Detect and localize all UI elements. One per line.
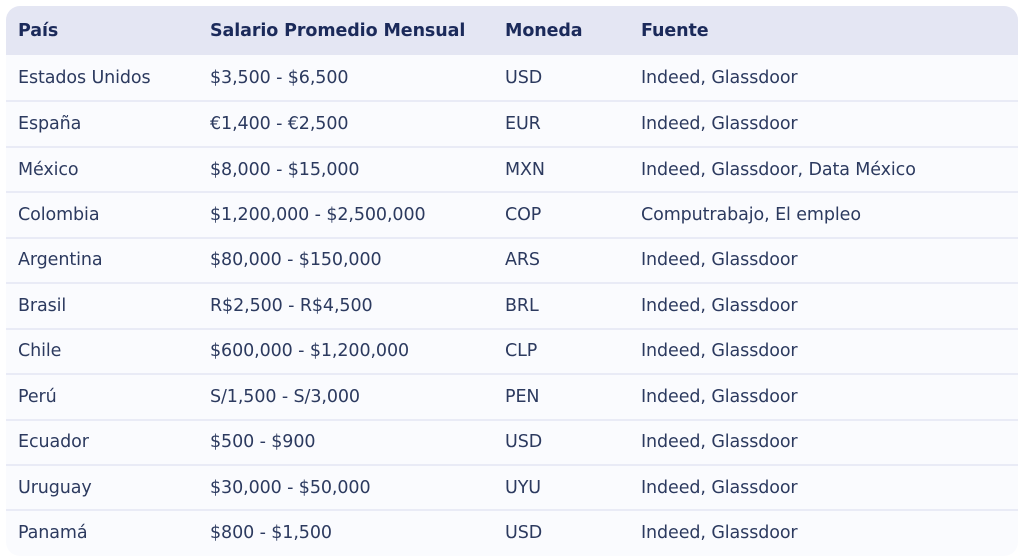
salary-table — [6, 6, 1018, 556]
cell-moneda: ARS — [505, 250, 540, 271]
table-row — [6, 509, 1018, 554]
table-body — [6, 55, 1018, 555]
cell-salario: $1,200,000 - $2,500,000 — [210, 205, 426, 226]
cell-pais: Panamá — [18, 523, 88, 544]
cell-fuente: Indeed, Glassdoor — [641, 250, 798, 271]
cell-fuente: Computrabajo, El empleo — [641, 205, 861, 226]
cell-fuente: Indeed, Glassdoor — [641, 432, 798, 453]
header-salario: Salario Promedio Mensual — [210, 20, 466, 41]
cell-salario: $8,000 - $15,000 — [210, 159, 360, 180]
table-row — [6, 55, 1018, 100]
header-pais: País — [18, 20, 59, 41]
cell-salario: $3,500 - $6,500 — [210, 67, 349, 88]
cell-moneda: MXN — [505, 159, 545, 180]
cell-salario: €1,400 - €2,500 — [210, 114, 349, 135]
cell-pais: Brasil — [18, 295, 67, 316]
table-header-row — [6, 6, 1018, 55]
cell-moneda: BRL — [505, 295, 539, 316]
table-row — [6, 419, 1018, 464]
header-fuente: Fuente — [641, 20, 709, 41]
cell-fuente: Indeed, Glassdoor — [641, 523, 798, 544]
cell-salario: S/1,500 - S/3,000 — [210, 386, 360, 407]
table-row — [6, 282, 1018, 327]
cell-pais: Colombia — [18, 205, 100, 226]
cell-fuente: Indeed, Glassdoor — [641, 386, 798, 407]
cell-fuente: Indeed, Glassdoor — [641, 477, 798, 498]
cell-fuente: Indeed, Glassdoor — [641, 341, 798, 362]
cell-salario: R$2,500 - R$4,500 — [210, 295, 373, 316]
table-row — [6, 100, 1018, 145]
cell-pais: Chile — [18, 341, 62, 362]
cell-salario: $500 - $900 — [210, 432, 316, 453]
cell-moneda: USD — [505, 432, 543, 453]
cell-salario: $600,000 - $1,200,000 — [210, 341, 410, 362]
cell-fuente: Indeed, Glassdoor — [641, 295, 798, 316]
cell-pais: Uruguay — [18, 477, 92, 498]
table-row — [6, 373, 1018, 418]
cell-moneda: COP — [505, 205, 542, 226]
table-row — [6, 146, 1018, 191]
cell-moneda: USD — [505, 67, 543, 88]
cell-fuente: Indeed, Glassdoor — [641, 114, 798, 135]
cell-salario: $800 - $1,500 — [210, 523, 332, 544]
cell-moneda: UYU — [505, 477, 542, 498]
cell-moneda: USD — [505, 523, 543, 544]
cell-pais: México — [18, 159, 79, 180]
cell-pais: Argentina — [18, 250, 103, 271]
cell-moneda: PEN — [505, 386, 540, 407]
cell-pais: Ecuador — [18, 432, 89, 453]
cell-fuente: Indeed, Glassdoor, Data México — [641, 159, 916, 180]
header-moneda: Moneda — [505, 20, 583, 41]
cell-pais: España — [18, 114, 82, 135]
table-row — [6, 191, 1018, 236]
cell-moneda: EUR — [505, 114, 541, 135]
table-row — [6, 237, 1018, 282]
table-row — [6, 328, 1018, 373]
cell-salario: $80,000 - $150,000 — [210, 250, 382, 271]
cell-pais: Estados Unidos — [18, 67, 151, 88]
cell-pais: Perú — [18, 386, 57, 407]
cell-fuente: Indeed, Glassdoor — [641, 67, 798, 88]
cell-salario: $30,000 - $50,000 — [210, 477, 371, 498]
cell-moneda: CLP — [505, 341, 538, 362]
table-row — [6, 464, 1018, 509]
